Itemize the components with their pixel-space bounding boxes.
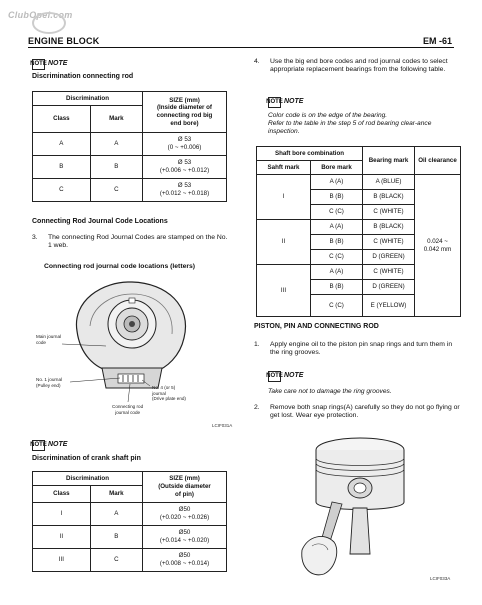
table-row: III C Ø50 (+0.008 ~ +0.014): [33, 549, 227, 572]
table-row: I A (A) A (BLUE) 0.024 ~ 0.042 mm: [257, 175, 461, 190]
note-label: NOTE: [284, 372, 304, 380]
note-icon: NOTE: [268, 97, 281, 108]
table-row: B B Ø 53 (+0.006 ~ +0.012): [33, 156, 227, 179]
connecting-rod-table: [32, 91, 227, 202]
table3-h-bearing: Bearing mark: [363, 147, 415, 175]
piston-illustration: [298, 432, 428, 582]
table1-h-size: SIZE (mm) (Inside diameter of connecting rod big end bore): [143, 92, 227, 133]
note-block-1: [32, 59, 67, 70]
table1-title: Discrimination connecting rod: [32, 73, 134, 80]
step-2: 2. Remove both snap rings(A) carefully so they do not go flying or get lost. Wear eye protection.: [254, 404, 460, 420]
section-title: ENGINE BLOCK: [28, 36, 100, 46]
table-row: B (B) B (BLACK): [257, 190, 461, 205]
table-row: II A (A) B (BLACK): [257, 220, 461, 235]
table2-h-mark: Mark: [90, 486, 142, 503]
note-block-3: [268, 97, 303, 108]
table3-h-shaft: Shaft bore combination: [257, 147, 363, 161]
note-icon: NOTE: [32, 59, 45, 70]
crankshaft-pin-table: [32, 471, 227, 572]
piston-heading: PISTON, PIN AND CONNECTING ROD: [254, 323, 379, 330]
table-row: C (C) D (GREEN): [257, 250, 461, 265]
watermark-logo: ClubOpel.com: [8, 10, 73, 21]
bearing-selection-table: [256, 146, 461, 317]
table1-h-mark: Mark: [90, 106, 142, 133]
table-row: II B Ø50 (+0.014 ~ +0.020): [33, 526, 227, 549]
table2-h-size: SIZE (mm) (Outside diameter of pin): [143, 472, 227, 503]
table-row: B (B) D (GREEN): [257, 280, 461, 295]
note-label: NOTE: [48, 441, 68, 449]
figure2-code: LCIF033A: [430, 576, 451, 581]
table-row: III A (A) C (WHITE): [257, 265, 461, 280]
header-rule: [28, 47, 454, 48]
note-icon: NOTE: [268, 371, 281, 382]
table-row: A A Ø 53 (0 ~ +0.006): [33, 133, 227, 156]
table-row: B (B) C (WHITE): [257, 235, 461, 250]
note-label: NOTE: [48, 60, 68, 68]
table-row: C (C) E (YELLOW): [257, 295, 461, 317]
table1-h-discrimination: Discrimination: [33, 92, 143, 106]
note4-text: Take care not to damage the ring grooves.: [268, 388, 392, 395]
table2-h-discrimination: Discrimination: [33, 472, 143, 486]
table3-h-oil: Oil clearance: [415, 147, 461, 175]
step-3: 3. The connecting Rod Journal Codes are stamped on the No. 1 web.: [32, 234, 228, 250]
table-row: C C Ø 53 (+0.012 ~ +0.018): [33, 179, 227, 202]
table2-title: Discrimination of crank shaft pin: [32, 455, 141, 462]
table3-h-bore-mark: Bore mark: [310, 161, 362, 175]
table2-h-class: Class: [33, 486, 91, 503]
step-4: 4. Use the big end bore codes and rod journal codes to select appropriate replacement bearings from the following table.: [254, 58, 448, 74]
note-label: NOTE: [284, 98, 304, 106]
table-row: C (C) C (WHITE): [257, 205, 461, 220]
table1-h-class: Class: [33, 106, 91, 133]
journal-heading: Connecting Rod Journal Code Locations: [32, 218, 168, 225]
table-row: I A Ø50 (+0.020 ~ +0.026): [33, 503, 227, 526]
note-block-4: [268, 371, 303, 382]
journal-locations-subhead: Connecting rod journal code locations (letters): [44, 263, 196, 270]
figure1-code: LCIF031A: [212, 423, 233, 428]
note-block-2: [32, 440, 67, 451]
note3-text: Color code is on the edge of the bearing. Refer to the table in the step 5 of rod bearing clear-ance inspection.: [268, 112, 432, 136]
step-1: 1. Apply engine oil to the piston pin snap rings and turn them in the ring grooves.: [254, 341, 453, 357]
label-no4-journal: No. 4 (or 5) journal (Drive plate end): [152, 385, 186, 401]
label-no1-journal: No. 1 journal (Pulley end): [36, 377, 63, 388]
label-conn-rod-code: Connecting rod journal code: [112, 404, 144, 415]
note-icon: NOTE: [32, 440, 45, 451]
label-main-journal: Main journal code: [36, 334, 62, 345]
table3-h-shaft-mark: Sahft mark: [257, 161, 311, 175]
oil-clearance-value: 0.024 ~ 0.042 mm: [415, 175, 461, 317]
page-number: EM -61: [422, 36, 452, 46]
